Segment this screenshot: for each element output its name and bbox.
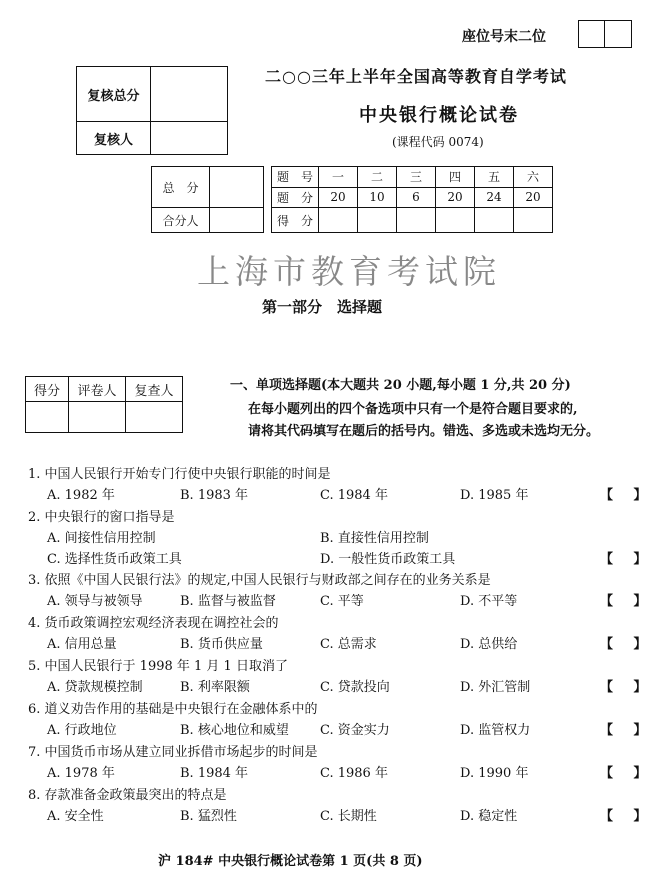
question-stem: 4. 货币政策调控宏观经济表现在调控社会的 xyxy=(28,616,279,631)
question-option[interactable]: C. 长期性 xyxy=(320,809,377,824)
question-stem: 3. 依照《中国人民银行法》的规定,中国人民银行与财政部之间存在的业务关系是 xyxy=(28,573,491,588)
course-code: (课程代码 0074) xyxy=(392,135,484,149)
question-option[interactable]: B. 核心地位和威望 xyxy=(180,723,289,738)
total-score-cell[interactable] xyxy=(210,167,264,208)
question-option[interactable]: A. 行政地位 xyxy=(47,723,117,738)
combiner-cell[interactable] xyxy=(210,208,264,233)
rechecker-cell[interactable] xyxy=(126,402,183,433)
question-stem: 6. 道义劝告作用的基础是中央银行在金融体系中的 xyxy=(28,702,318,717)
question-stem: 2. 中央银行的窗口指导是 xyxy=(28,510,175,525)
question-option[interactable]: A. 信用总量 xyxy=(47,637,117,652)
question-option[interactable]: A. 领导与被领导 xyxy=(47,594,143,609)
got-score-cell[interactable] xyxy=(358,208,397,233)
question-option[interactable]: C. 平等 xyxy=(320,594,364,609)
question-stem: 5. 中国人民银行于 1998 年 1 月 1 日取消了 xyxy=(28,659,288,674)
got-score-cell[interactable] xyxy=(397,208,436,233)
question-option[interactable]: C. 资金实力 xyxy=(320,723,390,738)
question-stem: 1. 中国人民银行开始专门行使中央银行职能的时间是 xyxy=(28,467,331,482)
question-option[interactable]: B. 监督与被监督 xyxy=(180,594,276,609)
grader-cell[interactable] xyxy=(69,402,126,433)
question-option[interactable]: A. 安全性 xyxy=(47,809,104,824)
seat-number-label: 座位号末二位 xyxy=(462,29,546,45)
question-number: 二 xyxy=(358,167,397,188)
question-option[interactable]: D. 不平等 xyxy=(460,594,518,609)
combiner-label: 合分人 xyxy=(152,208,210,233)
answer-bracket[interactable]: 【 】 xyxy=(600,488,647,503)
question-option[interactable]: A. 贷款规模控制 xyxy=(47,680,143,695)
question-option[interactable]: A. 1982 年 xyxy=(47,488,115,503)
answer-bracket[interactable]: 【 】 xyxy=(600,766,647,781)
answer-bracket[interactable]: 【 】 xyxy=(600,680,647,695)
question-score-label: 题 分 xyxy=(272,187,319,208)
review-total-cell[interactable] xyxy=(151,67,228,122)
question-option[interactable]: B. 货币供应量 xyxy=(180,637,263,652)
got-score-cell[interactable] xyxy=(436,208,475,233)
answer-bracket[interactable]: 【 】 xyxy=(600,723,647,738)
question-option[interactable]: C. 选择性货币政策工具 xyxy=(47,552,182,567)
question-option[interactable]: B. 1983 年 xyxy=(180,488,249,503)
question-number-label: 题 号 xyxy=(272,167,319,188)
question-score: 24 xyxy=(475,187,514,208)
question-number: 五 xyxy=(475,167,514,188)
seat-number-box[interactable] xyxy=(578,20,632,48)
question-option[interactable]: B. 1984 年 xyxy=(180,766,249,781)
got-score-label: 得 分 xyxy=(272,208,319,233)
reviewer-label: 复核人 xyxy=(77,122,151,155)
question-option[interactable]: D. 一般性货币政策工具 xyxy=(320,552,456,567)
question-stem: 7. 中国货币市场从建立同业拆借市场起步的时间是 xyxy=(28,745,318,760)
question-option[interactable]: D. 总供给 xyxy=(460,637,518,652)
question-score: 10 xyxy=(358,187,397,208)
total-score-label: 总 分 xyxy=(152,167,210,208)
review-table xyxy=(76,66,228,155)
question-option[interactable]: D. 1990 年 xyxy=(460,766,529,781)
reviewer-cell[interactable] xyxy=(151,122,228,155)
section-instruction: 请将其代码填写在题后的括号内。错选、多选或未选均无分。 xyxy=(248,424,600,439)
grader-label: 评卷人 xyxy=(69,377,126,402)
question-option[interactable]: B. 直接性信用控制 xyxy=(320,531,429,546)
question-option[interactable]: A. 1978 年 xyxy=(47,766,115,781)
question-number: 三 xyxy=(397,167,436,188)
page-footer: 沪 184# 中央银行概论试卷第 1 页(共 8 页) xyxy=(158,854,423,869)
got-score-cell[interactable] xyxy=(514,208,553,233)
part-title: 第一部分 选择题 xyxy=(262,298,383,316)
question-option[interactable]: A. 间接性信用控制 xyxy=(47,531,156,546)
question-number: 一 xyxy=(319,167,358,188)
question-score: 20 xyxy=(514,187,553,208)
section-instruction: 在每小题列出的四个备选项中只有一个是符合题目要求的, xyxy=(248,402,578,417)
grader-score-cell[interactable] xyxy=(26,402,69,433)
watermark-stamp: 上海市教育考试院 xyxy=(197,252,501,291)
score-table xyxy=(151,166,553,233)
answer-bracket[interactable]: 【 】 xyxy=(600,552,647,567)
grader-table xyxy=(25,376,183,433)
question-score: 20 xyxy=(319,187,358,208)
answer-bracket[interactable]: 【 】 xyxy=(600,637,647,652)
exam-title: 二○○三年上半年全国高等教育自学考试 xyxy=(265,67,567,86)
question-score: 20 xyxy=(436,187,475,208)
question-option[interactable]: D. 1985 年 xyxy=(460,488,529,503)
question-number: 四 xyxy=(436,167,475,188)
answer-bracket[interactable]: 【 】 xyxy=(600,809,647,824)
answer-bracket[interactable]: 【 】 xyxy=(600,594,647,609)
section-title: 一、单项选择题(本大题共 20 小题,每小题 1 分,共 20 分) xyxy=(230,378,571,393)
question-option[interactable]: C. 1986 年 xyxy=(320,766,388,781)
paper-title: 中央银行概论试卷 xyxy=(359,105,519,126)
question-option[interactable]: B. 猛烈性 xyxy=(180,809,237,824)
question-number: 六 xyxy=(514,167,553,188)
got-score-cell[interactable] xyxy=(475,208,514,233)
question-option[interactable]: C. 贷款投向 xyxy=(320,680,390,695)
question-score: 6 xyxy=(397,187,436,208)
question-option[interactable]: B. 利率限额 xyxy=(180,680,250,695)
table-gap xyxy=(264,167,272,233)
question-option[interactable]: D. 外汇管制 xyxy=(460,680,531,695)
question-option[interactable]: D. 监管权力 xyxy=(460,723,531,738)
question-stem: 8. 存款准备金政策最突出的特点是 xyxy=(28,788,227,803)
question-option[interactable]: C. 总需求 xyxy=(320,637,377,652)
question-option[interactable]: C. 1984 年 xyxy=(320,488,388,503)
question-option[interactable]: D. 稳定性 xyxy=(460,809,518,824)
got-score-cell[interactable] xyxy=(319,208,358,233)
rechecker-label: 复查人 xyxy=(126,377,183,402)
grader-score-label: 得分 xyxy=(26,377,69,402)
review-total-label: 复核总分 xyxy=(77,67,151,122)
